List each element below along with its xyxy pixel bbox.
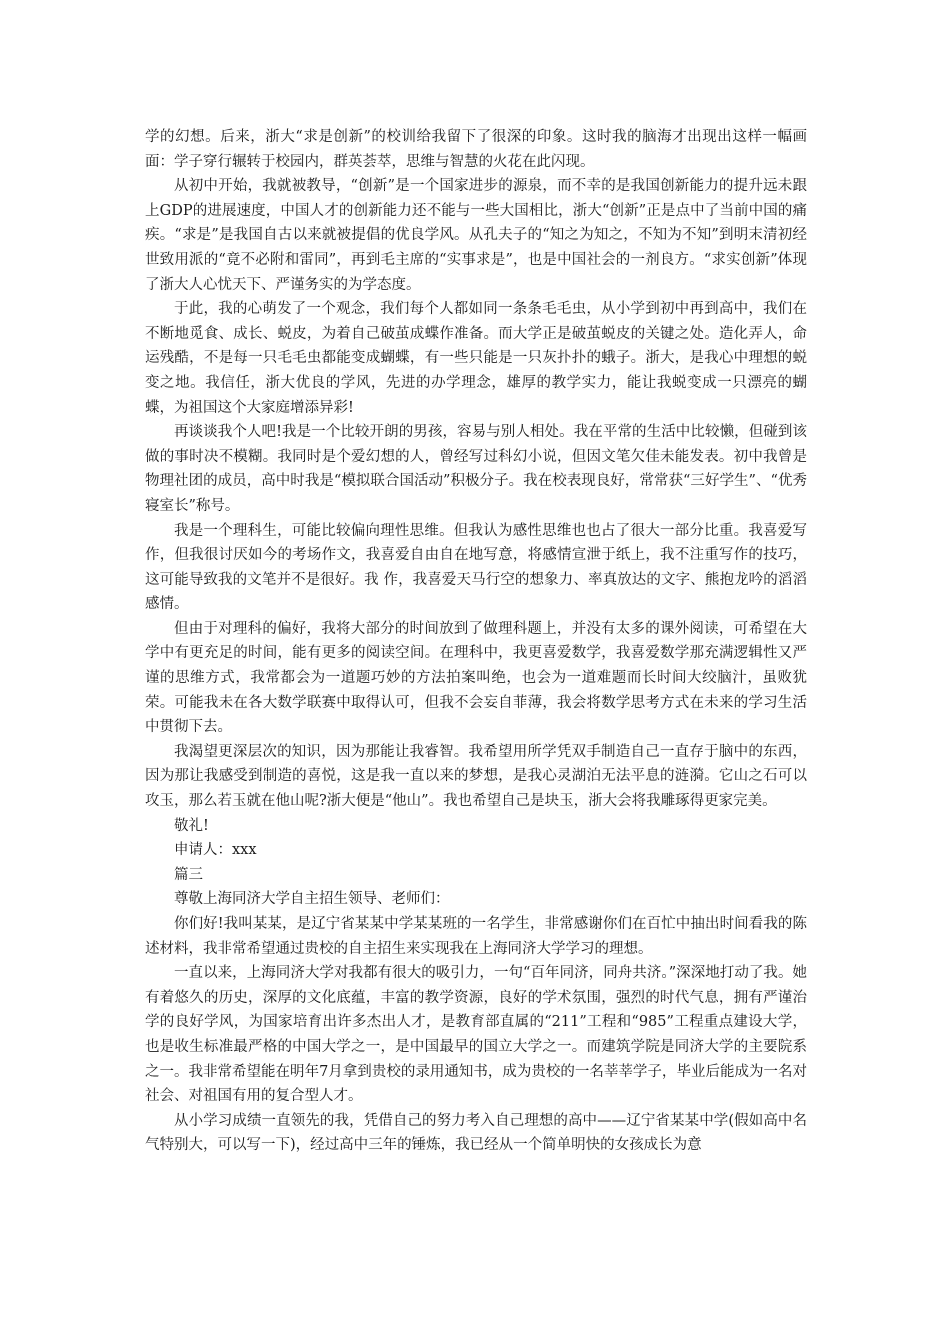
paragraph: 再谈谈我个人吧!我是一个比较开朗的男孩，容易与别人相处。我在平常的生活中比较懒，但碰到该做的事时决不模糊。我同时是个爱幻想的人，曾经写过科幻小说，但因文笔欠佳未能发表。初中我曾是物理社团的成员，高中时我是“模拟联合国活动”积极分子。我在校表现良好，常常获“三好学生”、“优秀寝室长”称号。	[145, 424, 807, 514]
paragraph: 于此，我的心萌发了一个观念，我们每个人都如同一条条毛毛虫，从小学到初中再到高中，我们在不断地觅食、成长、蜕皮，为着自己破茧成蝶作准备。而大学正是破茧蜕皮的关键之处。造化弄人，命运残酷，不是每一只毛毛虫都能变成蝴蝶，有一些只能是一只灰扑扑的蛾子。浙大，是我心中理想的蜕变之地。我信任，浙大优良的学风，先进的办学理念，雄厚的教学实力，能让我蜕变成一只漂亮的蝴蝶，为祖国这个大家庭增添异彩!	[145, 301, 807, 416]
closing-salutation: 敬礼!	[174, 817, 209, 834]
document-body	[145, 125, 807, 1158]
paragraph: 从初中开始，我就被教导，“创新”是一个国家进步的源泉，而不幸的是我国创新能力的提升远未跟上GDP的进展速度，中国人才的创新能力还不能与一些大国相比，浙大“创新”正是点中了当前中国的痛疾。“求是”是我国自古以来就被提倡的优良学风。从孔夫子的“知之为知之，不知为不知”到明末清初经世致用派的“竟不必附和雷同”，再到毛主席的“实事求是”，也是中国社会的一剂良方。“求实创新”体现了浙大人心忧天下、严谨务实的为学态度。	[145, 178, 807, 293]
paragraph: 学的幻想。后来，浙大“求是创新”的校训给我留下了很深的印象。这时我的脑海才出现出这样一幅画面：学子穿行辗转于校园内，群英荟萃，思维与智慧的火花在此闪现。	[145, 129, 807, 170]
section-heading: 篇三	[174, 866, 203, 883]
applicant-signature: 申请人：xxx	[174, 842, 257, 859]
paragraph: 我渴望更深层次的知识，因为那能让我睿智。我希望用所学凭双手制造自己一直存于脑中的东西，因为那让我感受到制造的喜悦，这是我一直以来的梦想，是我心灵湖泊无法平息的涟漪。它山之石可以攻玉，那么若玉就在他山呢?浙大便是“他山”。我也希望自己是块玉，浙大会将我雕琢得更家完美。	[145, 743, 807, 810]
paragraph: 从小学习成绩一直领先的我，凭借自己的努力考入自己理想的高中——辽宁省某某中学(假如高中名气特别大，可以写一下)，经过高中三年的锤炼，我已经从一个简单明快的女孩成长为意	[145, 1112, 807, 1154]
letter-greeting: 尊敬上海同济大学自主招生领导、老师们：	[174, 891, 450, 908]
paragraph: 我是一个理科生，可能比较偏向理性思维。但我认为感性思维也也占了很大一部分比重。我喜爱写作，但我很讨厌如今的考场作文，我喜爱自由自在地写意，将感情宣泄于纸上，我不注重写作的技巧，这可能导致我的文笔并不是很好。我 作，我喜爱天马行空的想象力、率真放达的文字、熊抱龙吟的滔滔感情。	[145, 522, 807, 613]
paragraph: 你们好!我叫某某，是辽宁省某某中学某某班的一名学生，非常感谢你们在百忙中抽出时间看我的陈述材料，我非常希望通过贵校的自主招生来实现我在上海同济大学学习的理想。	[145, 916, 807, 957]
paragraph: 一直以来，上海同济大学对我都有很大的吸引力，一句“百年同济，同舟共济。”深深地打动了我。她有着悠久的历史，深厚的文化底蕴，丰富的教学资源，良好的学术氛围，强烈的时代气息，拥有严谨治学的良好学风，为国家培育出许多杰出人才，是教育部直属的“211”工程和“985”工程重点建设大学，也是收生标准最严格的中国大学之一，是中国最早的国立大学之一。而建筑学院是同济大学的主要院系之一。我非常希望能在明年7月拿到贵校的录用通知书，成为贵校的一名莘莘学子，毕业后能成为一名对社会、对祖国有用的复合型人才。	[145, 965, 807, 1105]
paragraph: 但由于对理科的偏好，我将大部分的时间放到了做理科题上，并没有太多的课外阅读，可希望在大学中有更充足的时间，能有更多的阅读空间。在理科中，我更喜爱数学，我喜爱数学那充满逻辑性又严谨的思维方式，我常都会为一道题巧妙的方法拍案叫绝，也会为一道难题而长时间大绞脑汁，虽败犹荣。可能我未在各大数学联赛中取得认可，但我不会妄自菲薄，我会将数学思考方式在未来的学习生活中贯彻下去。	[145, 620, 807, 736]
